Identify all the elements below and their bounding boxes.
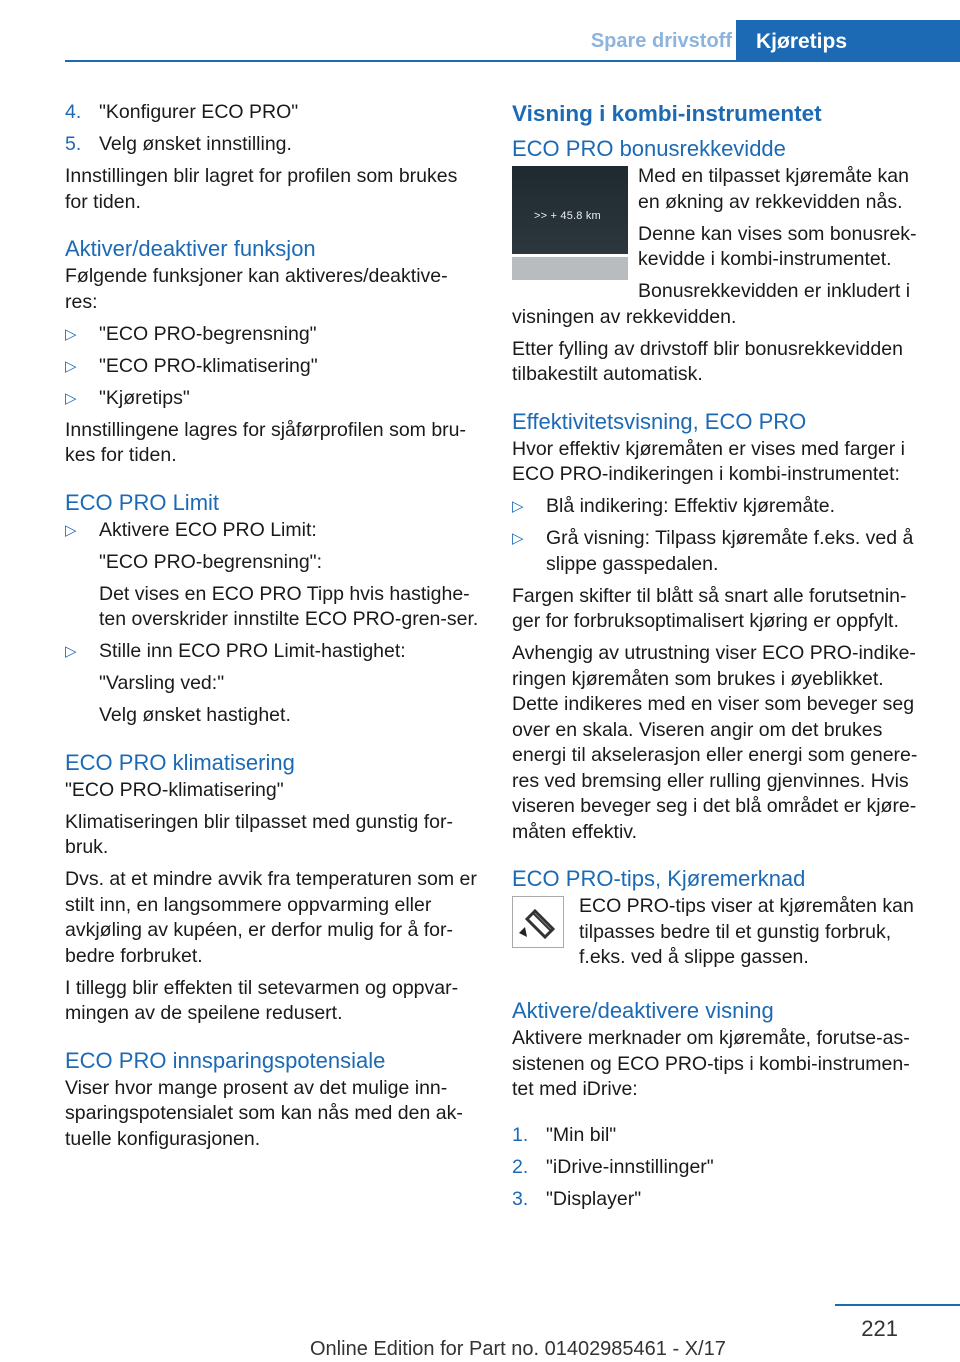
paragraph: Aktivere merknader om kjøremåte, forutse-as-sistenen og ECO PRO-tips i kombi-instrumen-tet med iDrive:	[512, 1027, 910, 1100]
triangle-bullet-icon: ▷	[65, 643, 77, 660]
paragraph: Klimatiseringen blir tilpasset med gunstig for-bruk.	[65, 810, 454, 858]
paragraph: Viser hvor mange prosent av det mulige inn-sparingspotensialet som kan nås med den ak-tuelle konfigurasjonen.	[65, 1076, 463, 1150]
list-item	[65, 518, 479, 544]
list-item	[65, 322, 479, 348]
step-text: "Konfigurer ECO PRO"	[99, 101, 299, 123]
triangle-bullet-icon: ▷	[65, 521, 77, 539]
list-item	[65, 639, 479, 665]
step-number: 3.	[512, 1188, 529, 1210]
page-number: 221	[861, 1316, 898, 1341]
heading-bonusrekkevidde: ECO PRO bonusrekkevidde	[512, 136, 786, 161]
heading-aktiver: Aktiver/deaktiver funksjon	[65, 236, 316, 261]
triangle-bullet-icon: ▷	[65, 389, 77, 407]
list-item	[65, 386, 479, 412]
driving-tip-icon	[512, 896, 564, 948]
left-column	[65, 100, 479, 1159]
bullet-text: "ECO PRO-begrensning"	[99, 322, 317, 345]
sub-paragraph: "Varsling ved:"	[99, 672, 225, 694]
header-chapter-tab: Kjøretips	[736, 20, 960, 62]
right-column	[512, 100, 928, 1219]
page-number-rule	[835, 1304, 960, 1306]
list-item	[65, 132, 479, 158]
step-number: 5.	[65, 133, 82, 155]
heading-visning: Visning i kombi-instrumentet	[512, 101, 822, 126]
step-text: "iDrive-innstillinger"	[546, 1156, 714, 1178]
triangle-bullet-icon: ▷	[65, 325, 77, 343]
paragraph: Denne kan vises som bonusrek-kevidde i kombi-instrumentet.	[638, 222, 917, 270]
step-text: Velg ønsket innstilling.	[99, 133, 292, 155]
step-number: 4.	[65, 101, 82, 123]
paragraph: Innstillingene lagres for sjåførprofilen som bru-kes for tiden.	[65, 418, 467, 466]
bullet-text: Stille inn ECO PRO Limit-hastighet:	[99, 640, 406, 662]
sub-paragraph: Velg ønsket hastighet.	[99, 704, 291, 726]
paragraph: Følgende funksjoner kan aktiveres/deaktive-res:	[65, 265, 448, 313]
bonus-range-readout: >> + 45.8 km	[534, 210, 601, 222]
bonus-range-display-image	[512, 166, 628, 280]
triangle-bullet-icon: ▷	[65, 357, 77, 375]
step-number: 2.	[512, 1156, 529, 1178]
header-section-title: Spare drivstoff	[590, 30, 732, 52]
paragraph: Med en tilpasset kjøremåte kan en økning av rekkevidden nås.	[638, 165, 909, 213]
paragraph: "ECO PRO-klimatisering"	[65, 778, 284, 801]
list-item	[512, 526, 928, 577]
list-item	[512, 1155, 928, 1181]
paragraph: Etter fylling av drivstoff blir bonusrekkevidden tilbakestilt automatisk.	[512, 337, 903, 385]
paragraph: I tillegg blir effekten til setevarmen og oppvar-mingen av de speilene redusert.	[65, 976, 459, 1024]
heading-effektivitetsvisning: Effektivitetsvisning, ECO PRO	[512, 408, 807, 434]
footer-edition: Online Edition for Part no. 01402985461 - X/17	[310, 1338, 726, 1360]
heading-eco-pro-tips: ECO PRO-tips, Kjøremerknad	[512, 866, 806, 891]
list-item	[65, 100, 479, 126]
paragraph: Avhengig av utrustning viser ECO PRO-indike-ringen kjøremåten som brukes i øyeblikket. Dette indikeres med en viser som beveger seg over en skala. Viseren angir om det brukes energi til akselerasjon eller energi som genere-res ved bremsing eller rulling gjenvinnes. Hvis viseren beveger seg i det blå området er kjøre-måten effektiv.	[512, 642, 918, 843]
bullet-text: "Kjøretips"	[99, 386, 190, 409]
sub-paragraph: "ECO PRO-begrensning":	[99, 550, 323, 573]
bullet-text: "ECO PRO-klimatisering"	[99, 354, 318, 377]
paragraph: Dvs. at et mindre avvik fra temperaturen som er stilt inn, en langsommere oppvarming eller avkjøling av kupéen, er derfor mulig for å for-bedre forbruket.	[65, 868, 477, 967]
paragraph: Hvor effektiv kjøremåten er vises med farger i ECO PRO-indikeringen i kombi-instrumentet:	[512, 437, 906, 485]
list-item	[512, 494, 928, 520]
heading-aktivere-visning: Aktivere/deaktivere visning	[512, 998, 774, 1023]
heading-klimatisering: ECO PRO klimatisering	[65, 749, 295, 775]
paragraph: Bonusrekkevidden er inkludert i visningen av rekkevidden.	[512, 280, 911, 328]
display-stripe	[512, 257, 628, 280]
step-number: 1.	[512, 1124, 529, 1146]
list-item	[512, 1123, 928, 1149]
triangle-bullet-icon: ▷	[512, 498, 524, 515]
heading-innsparingspotensiale: ECO PRO innsparingspotensiale	[65, 1047, 386, 1073]
step-text: "Displayer"	[546, 1188, 642, 1210]
step-text: "Min bil"	[546, 1124, 617, 1146]
bullet-text: Aktivere ECO PRO Limit:	[99, 518, 317, 541]
bullet-text: Blå indikering: Effektiv kjøremåte.	[546, 495, 836, 517]
bullet-text: Grå visning: Tilpass kjøremåte f.eks. ved å slippe gasspedalen.	[546, 527, 914, 575]
list-item	[512, 1187, 928, 1213]
heading-eco-pro-limit: ECO PRO Limit	[65, 489, 220, 515]
paragraph: Innstillingen blir lagret for profilen som brukes for tiden.	[65, 165, 458, 213]
sub-paragraph: Det vises en ECO PRO Tipp hvis hastighe-ten overskrider innstilte ECO PRO-gren-ser.	[99, 582, 479, 630]
triangle-bullet-icon: ▷	[512, 530, 524, 547]
paragraph: ECO PRO-tips viser at kjøremåten kan tilpasses bedre til et gunstig forbruk, f.eks. ved å slippe gassen.	[579, 895, 914, 968]
paragraph: Fargen skifter til blått så snart alle forutsetnin-ger for forbruksoptimalisert kjøring er oppfylt.	[512, 584, 907, 632]
instrument-display	[512, 166, 628, 254]
list-item	[65, 354, 479, 380]
